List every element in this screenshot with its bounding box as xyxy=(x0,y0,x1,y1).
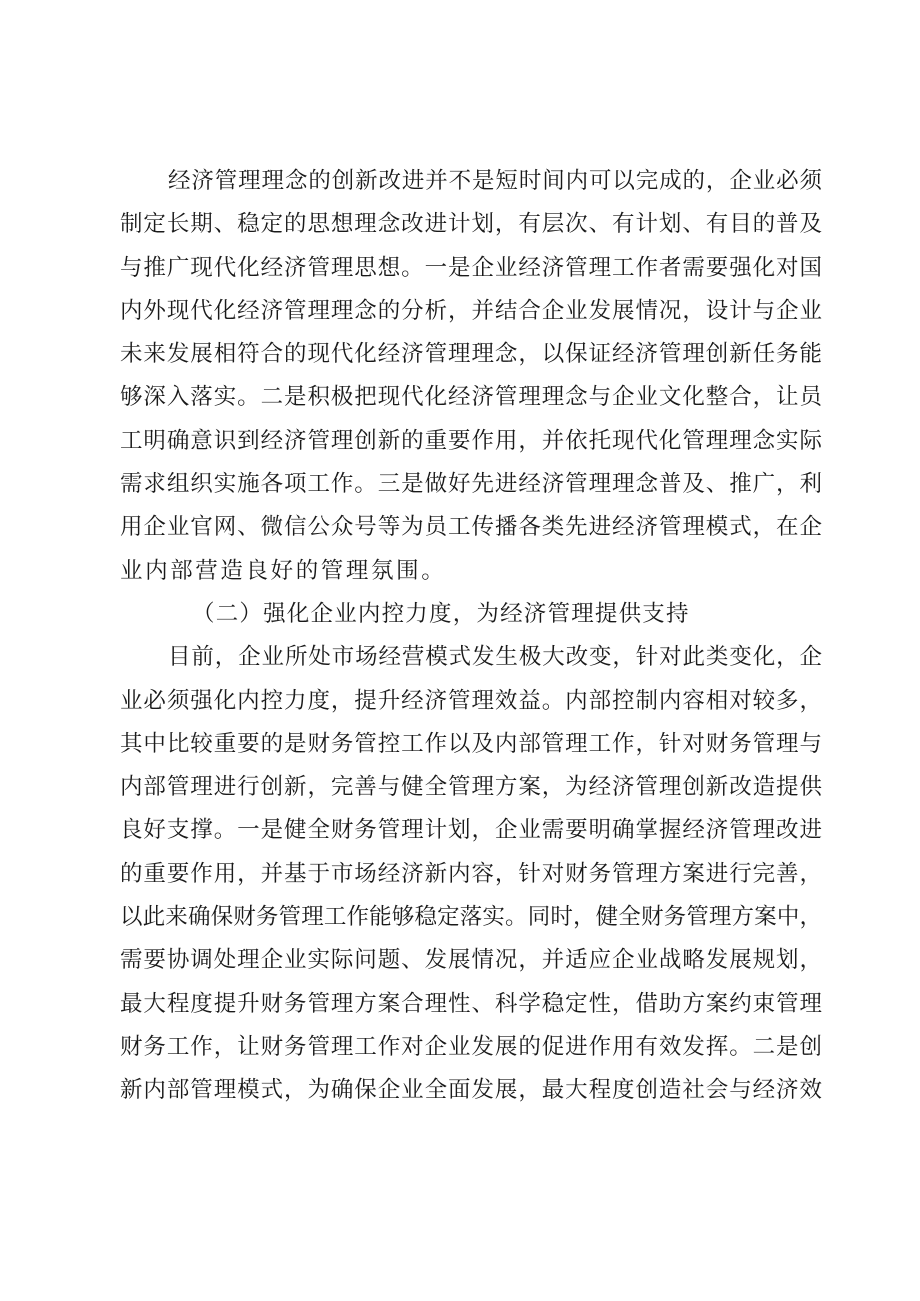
paragraph-line: 制定长期、稳定的思想理念改进计划，有层次、有计划、有目的普及 xyxy=(120,211,822,238)
paragraph-line: 够深入落实。二是积极把现代化经济管理理念与企业文化整合，让员 xyxy=(120,384,822,411)
paragraph-line: 用企业官网、微信公众号等为员工传播各类先进经济管理模式，在企 xyxy=(120,514,822,541)
paragraph-line: 新内部管理模式，为确保企业全面发展，最大程度创造社会与经济效 xyxy=(120,1077,822,1104)
paragraph-line: 需要协调处理企业实际问题、发展情况，并适应企业战略发展规划， xyxy=(120,947,822,974)
paragraph-line: 内部管理进行创新，完善与健全管理方案，为经济管理创新改造提供 xyxy=(120,774,822,801)
paragraph-line: 的重要作用，并基于市场经济新内容，针对财务管理方案进行完善， xyxy=(120,860,822,887)
paragraph-line: 财务工作，让财务管理工作对企业发展的促进作用有效发挥。二是创 xyxy=(120,1033,822,1060)
paragraph-line: 经济管理理念的创新改进并不是短时间内可以完成的，企业必须 xyxy=(168,168,822,194)
section-heading: （二）强化企业内控力度，为经济管理提供支持 xyxy=(192,600,690,627)
paragraph-line: 工明确意识到经济管理创新的重要作用，并依托现代化管理理念实际 xyxy=(120,427,822,454)
document-body xyxy=(120,160,822,1113)
paragraph-line: 需求组织实施各项工作。三是做好先进经济管理理念普及、推广，利 xyxy=(120,471,822,498)
paragraph-line: 目前，企业所处市场经营模式发生极大改变，针对此类变化，企 xyxy=(168,644,822,671)
paragraph-line: 其中比较重要的是财务管控工作以及内部管理工作，针对财务管理与 xyxy=(120,730,822,757)
paragraph-line: 最大程度提升财务管理方案合理性、科学稳定性，借助方案约束管理 xyxy=(120,990,822,1017)
paragraph-line: 内外现代化经济管理理念的分析，并结合企业发展情况，设计与企业 xyxy=(120,297,822,324)
paragraph-line: 以此来确保财务管理工作能够稳定落实。同时，健全财务管理方案中， xyxy=(120,904,822,931)
paragraph-line: 未来发展相符合的现代化经济管理理念，以保证经济管理创新任务能 xyxy=(120,341,822,368)
paragraph-line: 业内部营造良好的管理氛围。 xyxy=(120,557,447,584)
paragraph-line: 良好支撑。一是健全财务管理计划，企业需要明确掌握经济管理改进 xyxy=(120,817,822,844)
paragraph-line: 与推广现代化经济管理思想。一是企业经济管理工作者需要强化对国 xyxy=(120,254,822,281)
paragraph-line: 业必须强化内控力度，提升经济管理效益。内部控制内容相对较多， xyxy=(120,687,822,714)
